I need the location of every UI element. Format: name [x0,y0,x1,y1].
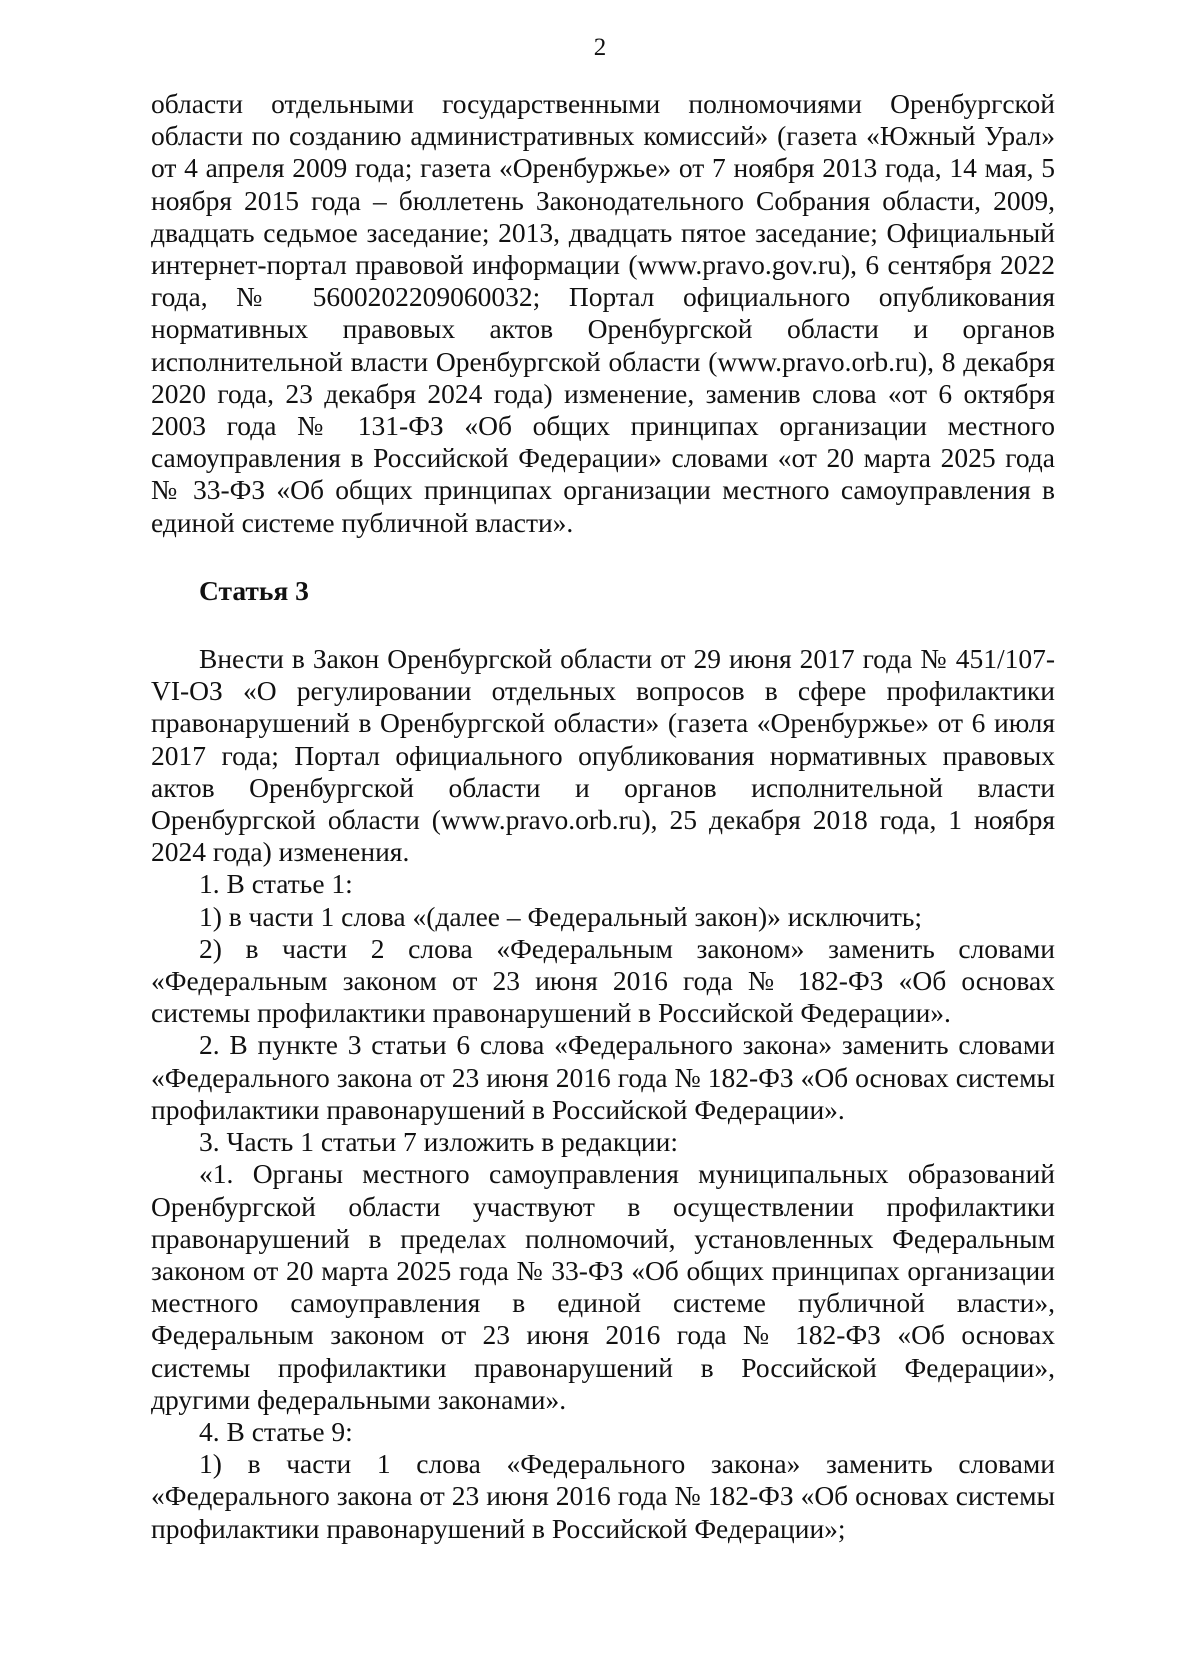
page-number: 2 [593,34,607,61]
article-paragraph: Внести в Закон Оренбургской области от 29 июня 2017 года № 451/107-VI-ОЗ «О регулировании отдельных вопросов в сфере профилактики правонарушений в Оренбургской области» (газета «Оренбуржье» от 6 июля 2017 года; Портал официального опубликования нормативных правовых актов Оренбургской области и органов исполнительной власти Оренбургской области (www.pravo.orb.ru), 25 декабря 2018 года, 1 ноября 2024 года) изменения. [151,643,1055,868]
article-paragraph: 1) в части 1 слова «(далее – Федеральный закон)» исключить; [199,900,923,932]
article-body [151,643,1055,1545]
article-paragraph: 4. В статье 9: [199,1415,353,1447]
article-paragraph: 1. В статье 1: [199,868,353,900]
article-heading: Статья 3 [199,574,309,606]
continued-paragraph: области отдельными государственными полномочиями Оренбургской области по созданию административных комиссий» (газета «Южный Урал» от 4 апреля 2009 года; газета «Оренбуржье» от 7 ноября 2013 года, 14 мая, 5 ноября 2015 года – бюллетень Законодательного Собрания области, 2009, двадцать седьмое заседание; 2013, двадцать пятое заседание; Официальный интернет-портал правовой информации (www.pravo.gov.ru), 6 сентября 2022 года, № 5600202209060032; Портал официального опубликования нормативных правовых актов Оренбургской области и органов исполнительной власти Оренбургской области (www.pravo.orb.ru), 8 декабря 2020 года, 23 декабря 2024 года) изменение, заменив слова «от 6 октября 2003 года № 131-ФЗ «Об общих принципах организации местного самоуправления в Российской Федерации» словами «от 20 марта 2025 года № 33-ФЗ «Об общих принципах организации местного самоуправления в единой системе публичной власти». [151,88,1055,538]
document-body [151,88,1055,1545]
article-paragraph: 1) в части 1 слова «Федерального закона» заменить словами «Федерального закона от 23 июня 2016 года № 182-ФЗ «Об основах системы профилактики правонарушений в Российской Федерации»; [151,1448,1055,1544]
article-paragraph: «1. Органы местного самоуправления муниципальных образований Оренбургской области участвуют в осуществлении профилактики правонарушений в пределах полномочий, установленных Федеральным законом от 20 марта 2025 года № 33-ФЗ «Об общих принципах организации местного самоуправления в единой системе публичной власти», Федеральным законом от 23 июня 2016 года № 182-ФЗ «Об основах системы профилактики правонарушений в Российской Федерации», другими федеральными законами». [151,1158,1055,1415]
article-paragraph: 2. В пункте 3 статьи 6 слова «Федерального закона» заменить словами «Федерального закона от 23 июня 2016 года № 182-ФЗ «Об основах системы профилактики правонарушений в Российской Федерации». [151,1029,1055,1125]
article-paragraph: 3. Часть 1 статьи 7 изложить в редакции: [199,1126,678,1158]
article-paragraph: 2) в части 2 слова «Федеральным законом» заменить словами «Федеральным законом от 23 июня 2016 года № 182-ФЗ «Об основах системы профилактики правонарушений в Российской Федерации». [151,932,1055,1029]
